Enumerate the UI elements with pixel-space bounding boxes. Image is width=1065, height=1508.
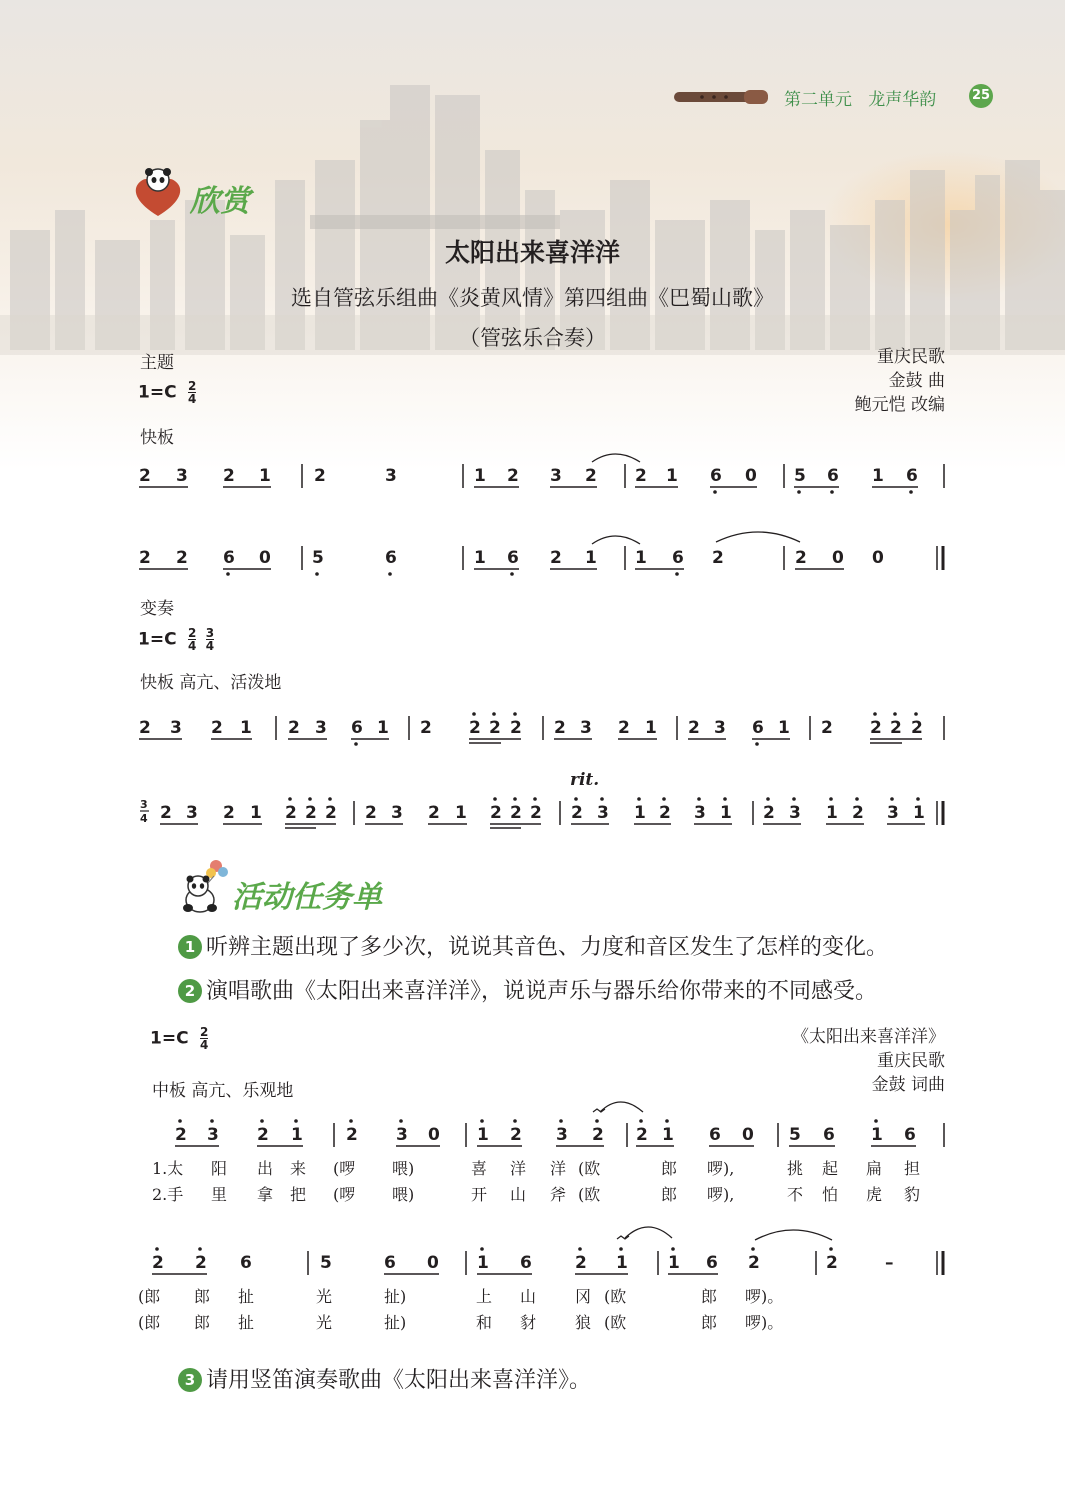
note: 2: [195, 1253, 207, 1273]
credit-origin: 重庆民歌: [877, 347, 945, 367]
note: 1: [616, 1253, 628, 1273]
lyric: 郎: [194, 1313, 211, 1332]
ritardando-marking: rit.: [570, 770, 600, 790]
variation-tempo: 快板 高亢、活泼地: [140, 673, 282, 693]
note: 2: [428, 803, 440, 823]
variation-row-2: [140, 797, 943, 828]
note: 1: [474, 466, 486, 486]
lyric: 光: [316, 1287, 333, 1306]
lyric: 喂): [392, 1159, 415, 1178]
note: 2: [659, 803, 671, 823]
note: 1: [477, 1253, 489, 1273]
theme-tempo: 快板: [140, 428, 174, 448]
note: 3: [550, 466, 562, 486]
note: 1: [778, 718, 790, 738]
lyric: 豺: [520, 1313, 537, 1332]
note: 1: [668, 1253, 680, 1273]
lyric: 啰),: [707, 1159, 735, 1178]
appreciation-heading: 欣赏: [190, 184, 250, 219]
note: 6: [507, 548, 519, 568]
panda-balloon-icon: [178, 858, 230, 914]
lyric: 里: [211, 1185, 228, 1204]
note: 2: [365, 803, 377, 823]
lyric: (欧: [578, 1159, 601, 1178]
task-1: [178, 930, 888, 961]
lyric: 郎: [701, 1287, 718, 1306]
note: 2: [554, 718, 566, 738]
note: 6: [384, 1253, 396, 1273]
song-lyrics-row-3: [138, 1287, 783, 1306]
note: 2: [175, 1125, 187, 1145]
lyric: 山: [520, 1287, 537, 1306]
lyric: 怕: [822, 1185, 839, 1204]
note: 2: [712, 548, 724, 568]
lyric: 郎: [194, 1287, 211, 1306]
note: 3: [714, 718, 726, 738]
lyric: 担: [904, 1159, 921, 1178]
note: 3: [789, 803, 801, 823]
note: 2: [890, 718, 902, 738]
note: 2: [152, 1253, 164, 1273]
theme-row-2: [139, 532, 943, 576]
note: 6: [672, 548, 684, 568]
note: 5: [312, 548, 324, 568]
lyric: 拿: [257, 1185, 274, 1204]
note: 6: [906, 466, 918, 486]
note: 2: [826, 1253, 838, 1273]
note: 3: [580, 718, 592, 738]
credit-composer: 金鼓 曲: [888, 371, 945, 391]
note: 0: [745, 466, 757, 486]
note: 1: [474, 548, 486, 568]
lyric: (欧: [604, 1287, 627, 1306]
note: 0: [259, 548, 271, 568]
note: 3: [396, 1125, 408, 1145]
task-text: 听辨主题出现了多少次，说说其音色、力度和音区发生了怎样的变化。: [206, 935, 889, 960]
note: 3: [556, 1125, 568, 1145]
note: 6: [827, 466, 839, 486]
lyric: 不: [787, 1185, 804, 1204]
note: 2: [139, 718, 151, 738]
note: 0: [428, 1125, 440, 1145]
variation-key: 1=C: [138, 629, 177, 650]
lyric: 洋: [510, 1159, 527, 1178]
note: 1: [666, 466, 678, 486]
note: 2: [510, 1125, 522, 1145]
note: 6: [351, 718, 363, 738]
note: 1: [913, 803, 925, 823]
credit-arranger: 鲍元恺 改编: [854, 395, 945, 415]
note: 6: [752, 718, 764, 738]
variation-meter-b: $\frac{3}{4}$: [205, 626, 215, 653]
variation-key-signature: [138, 627, 214, 652]
note: 3: [391, 803, 403, 823]
note: 5: [320, 1253, 332, 1273]
task-number-badge: 3: [178, 1368, 202, 1392]
song-credit-title: 《太阳出来喜洋洋》: [792, 1027, 945, 1047]
song-row-2-notes: [152, 1227, 943, 1275]
note: 2: [571, 803, 583, 823]
lyric: (郎: [138, 1287, 161, 1306]
unit-number: 第二单元: [784, 90, 852, 110]
note: 1: [585, 548, 597, 568]
note: 0: [832, 548, 844, 568]
lyric: 郎: [701, 1313, 718, 1332]
note: 1: [455, 803, 467, 823]
note: 2: [510, 803, 522, 823]
note: 2: [585, 466, 597, 486]
song-key-signature: [150, 1026, 208, 1051]
note: 1: [634, 803, 646, 823]
theme-meter: $\frac{2}{4}$: [187, 379, 197, 406]
lyric: 喜: [471, 1159, 488, 1178]
note: 2: [469, 718, 481, 738]
page-number: 25: [969, 84, 993, 108]
lyric: 郎: [661, 1159, 678, 1178]
note: 1: [871, 1125, 883, 1145]
song-source: 选自管弦乐组曲《炎黄风情》第四组曲《巴蜀山歌》: [291, 286, 774, 310]
note: 2: [510, 718, 522, 738]
note: 2: [821, 718, 833, 738]
note: 2: [176, 548, 188, 568]
lyric: 啰),: [707, 1185, 735, 1204]
lyric: (啰: [333, 1185, 356, 1204]
lyric: 虎: [866, 1185, 883, 1204]
note: 2: [420, 718, 432, 738]
note: 3: [597, 803, 609, 823]
note: 3: [887, 803, 899, 823]
note: 2: [911, 718, 923, 738]
lyric: 起: [822, 1159, 839, 1178]
task-number-badge: 2: [178, 979, 202, 1003]
note: 2: [852, 803, 864, 823]
note: 2: [489, 718, 501, 738]
lyric: 啰)。: [745, 1313, 784, 1332]
note: 1: [250, 803, 262, 823]
note: 1: [645, 718, 657, 738]
note: 0: [872, 548, 884, 568]
theme-key-signature: [138, 380, 196, 405]
lyric: 来: [290, 1159, 307, 1178]
note: 1: [662, 1125, 674, 1145]
meter-bottom: 4: [140, 812, 148, 825]
lyric: 开: [471, 1185, 488, 1204]
lyric: 出: [257, 1159, 274, 1178]
note: 2: [507, 466, 519, 486]
note: 1: [291, 1125, 303, 1145]
theme-score: [0, 450, 1065, 580]
note: 2: [748, 1253, 760, 1273]
note: 2: [160, 803, 172, 823]
note: 2: [139, 548, 151, 568]
panda-heart-icon: [130, 166, 186, 220]
note: 3: [694, 803, 706, 823]
note: 2: [550, 548, 562, 568]
lyric: 扁: [866, 1159, 883, 1178]
lyric: 扯): [384, 1287, 407, 1306]
song-credit-lyricist: 金鼓 词曲: [871, 1075, 945, 1095]
note: 1: [720, 803, 732, 823]
song-score: [0, 1100, 1065, 1340]
note: 6: [709, 1125, 721, 1145]
note: 0: [742, 1125, 754, 1145]
note: 6: [823, 1125, 835, 1145]
lyric: 上: [476, 1287, 493, 1306]
note: 5: [789, 1125, 801, 1145]
unit-header: [784, 85, 936, 110]
note: 2: [688, 718, 700, 738]
lyric: 光: [316, 1313, 333, 1332]
unit-title: 龙声华韵: [868, 90, 937, 110]
note: 2: [285, 803, 297, 823]
note: 6: [706, 1253, 718, 1273]
note: 3: [170, 718, 182, 738]
lyric: 扯: [238, 1313, 255, 1332]
note: 1: [872, 466, 884, 486]
meter-top: 3: [140, 798, 148, 811]
lyric: 冈: [575, 1287, 592, 1306]
lyric: 喂): [392, 1185, 415, 1204]
dash: –: [885, 1253, 894, 1273]
task-text: 演唱歌曲《太阳出来喜洋洋》，说说声乐与器乐给你带来的不同感受。: [206, 979, 878, 1004]
task-3: [178, 1363, 591, 1394]
note: 2: [305, 803, 317, 823]
lyric: 扯): [384, 1313, 407, 1332]
song-lyrics-row-4: [138, 1313, 783, 1332]
task-2: [178, 974, 877, 1005]
note: 2: [795, 548, 807, 568]
lyric: (郎: [138, 1313, 161, 1332]
lyric: 2.手: [152, 1185, 184, 1204]
note: 6: [223, 548, 235, 568]
note: 2: [288, 718, 300, 738]
note: 2: [636, 1125, 648, 1145]
variation-score: [0, 700, 1065, 840]
note: 2: [870, 718, 882, 738]
lyric: (欧: [604, 1313, 627, 1332]
activity-heading: 活动任务单: [232, 880, 382, 915]
note: 1: [377, 718, 389, 738]
note: 1: [240, 718, 252, 738]
note: 3: [207, 1125, 219, 1145]
note: 1: [477, 1125, 489, 1145]
song-meter: $\frac{2}{4}$: [199, 1025, 209, 1052]
variation-row-1: [139, 712, 944, 746]
note: 0: [427, 1253, 439, 1273]
lyric: 洋: [550, 1159, 567, 1178]
performance-form: （管弦乐合奏）: [459, 326, 606, 350]
note: 3: [176, 466, 188, 486]
note: 2: [635, 466, 647, 486]
task-number-badge: 1: [178, 935, 202, 959]
lyric: 和: [476, 1313, 493, 1332]
note: 2: [575, 1253, 587, 1273]
note: 6: [904, 1125, 916, 1145]
note: 6: [240, 1253, 252, 1273]
note: 2: [314, 466, 326, 486]
lyric: 山: [510, 1185, 527, 1204]
note: 3: [186, 803, 198, 823]
lyric: (啰: [333, 1159, 356, 1178]
lyric: 郎: [661, 1185, 678, 1204]
note: 2: [346, 1125, 358, 1145]
lyric: 阳: [211, 1159, 228, 1178]
song-lyrics-row-1: [152, 1159, 920, 1178]
lyric: 狼: [575, 1313, 592, 1332]
song-lyrics-row-2: [152, 1185, 920, 1204]
lyric: 啰)。: [745, 1287, 784, 1306]
note: 2: [223, 466, 235, 486]
lyric: 挑: [787, 1159, 804, 1178]
song-key: 1=C: [150, 1028, 189, 1049]
variation-meter-a: $\frac{2}{4}$: [187, 626, 197, 653]
theme-key: 1=C: [138, 382, 177, 403]
note: 2: [618, 718, 630, 738]
note: 6: [710, 466, 722, 486]
note: 6: [385, 548, 397, 568]
song-credit-origin: 重庆民歌: [877, 1051, 945, 1071]
lyric: 扯: [238, 1287, 255, 1306]
lyric: 把: [290, 1185, 307, 1204]
note: 6: [520, 1253, 532, 1273]
note: 1: [826, 803, 838, 823]
note: 3: [385, 466, 397, 486]
flute-icon: [672, 87, 772, 107]
note: 2: [139, 466, 151, 486]
note: 2: [490, 803, 502, 823]
lyric: 豹: [904, 1185, 921, 1204]
note: 2: [592, 1125, 604, 1145]
theme-label: 主题: [140, 353, 174, 373]
note: 2: [763, 803, 775, 823]
lyric: 1.太: [152, 1159, 184, 1178]
note: 2: [530, 803, 542, 823]
note: 2: [211, 718, 223, 738]
note: 2: [257, 1125, 269, 1145]
note: 1: [259, 466, 271, 486]
theme-row-1: [139, 454, 944, 494]
note: 3: [315, 718, 327, 738]
note: 5: [794, 466, 806, 486]
lyric: (欧: [578, 1185, 601, 1204]
variation-label: 变奏: [140, 599, 174, 619]
note: 1: [635, 548, 647, 568]
note: 2: [223, 803, 235, 823]
song-row-1-notes: [175, 1102, 944, 1147]
song-title: 太阳出来喜洋洋: [444, 238, 620, 267]
task-text: 请用竖笛演奏歌曲《太阳出来喜洋洋》。: [206, 1368, 592, 1393]
note: 2: [325, 803, 337, 823]
lyric: 斧: [550, 1185, 567, 1204]
song-tempo: 中板 高亢、乐观地: [152, 1081, 294, 1101]
